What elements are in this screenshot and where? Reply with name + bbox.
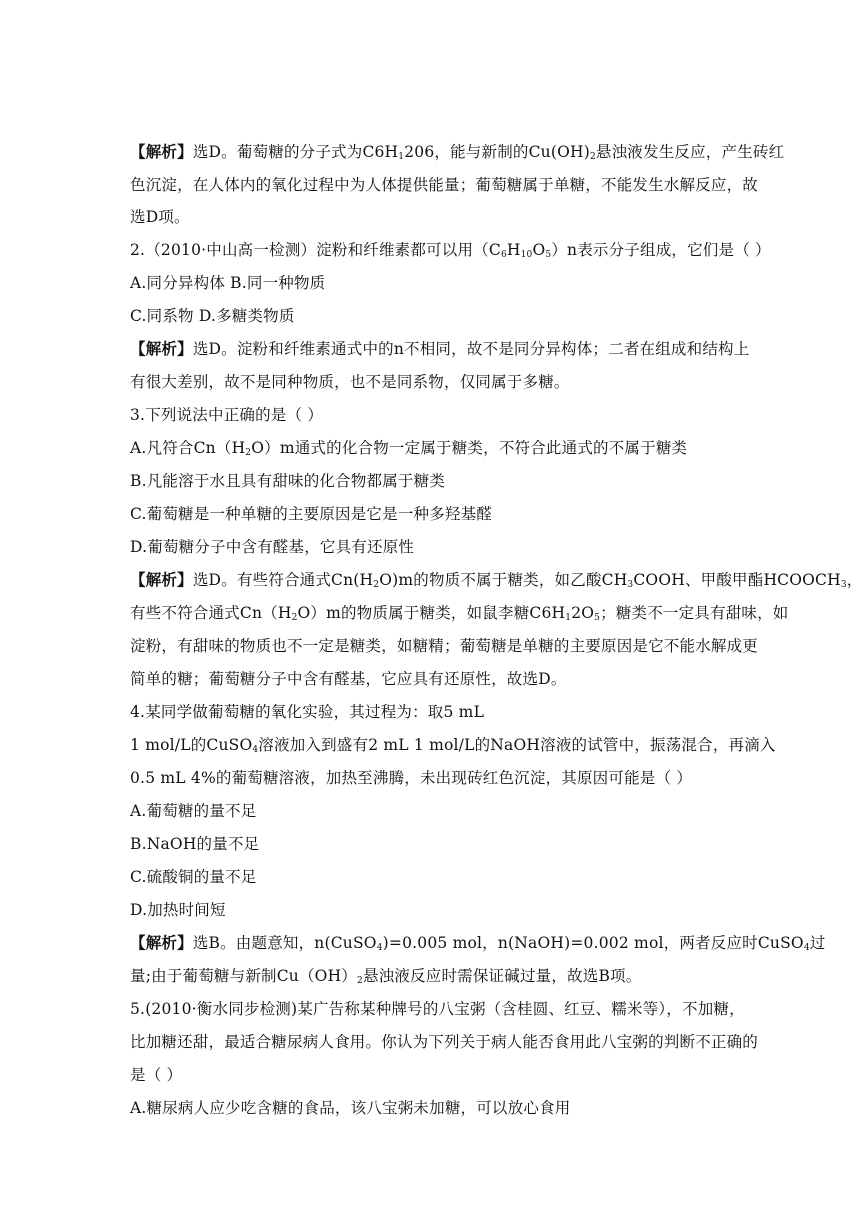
question-2: 2.（2010·中山高一检测）淀粉和纤维素都可以用$(C_6H_{10}O_5)n$表示分子组成，它们是（ ） — [130, 241, 771, 260]
question-4-option-a: A.葡萄糖的量不足 — [130, 802, 257, 820]
question-5: 5.(2010·衡水同步检测)某广告称某种牌号的八宝粥（含桂圆、红豆、糯米等），不加糖， — [130, 1000, 745, 1018]
question-4-line-3: 0.5 mL 4%的葡萄糖溶液，加热至沸腾，未出现砖红色沉淀，其原因可能是（ ） — [130, 769, 693, 787]
analysis-label: 【解析】 — [130, 339, 193, 358]
q1-analysis-line-1: 【解析】选D。葡萄糖的分子式为$C6H_1206$，能与新制的$Cu(OH)_2$悬浊液发生反应，产生砖红 — [130, 142, 785, 162]
q3-analysis-line-4: 简单的糖；葡萄糖分子中含有醛基，它应具有还原性，故选D。 — [130, 670, 567, 688]
question-4-option-b: B.NaOH的量不足 — [130, 835, 260, 853]
question-3-option-c: C.葡萄糖是一种单糖的主要原因是它是一种多羟基醛 — [130, 505, 493, 523]
q1-analysis-line-3: 选D项。 — [130, 208, 190, 226]
question-4-option-d: D.加热时间短 — [130, 901, 226, 919]
question-2-options-ab: A.同分异构体 B.同一种物质 — [130, 274, 326, 292]
analysis-label: 【解析】 — [130, 142, 193, 161]
q2-analysis-line-1: 【解析】选D。淀粉和纤维素通式中的n不相同，故不是同分异构体；二者在组成和结构上 — [130, 339, 750, 358]
question-2-options-cd: C.同系物 D.多糖类物质 — [130, 307, 295, 325]
question-4: 4.某同学做葡萄糖的氧化实验，其过程为：取5 mL — [130, 703, 485, 721]
question-5-option-a: A.糖尿病人应少吃含糖的食品，该八宝粥未加糖，可以放心食用 — [130, 1099, 571, 1117]
analysis-label: 【解析】 — [130, 933, 193, 952]
question-3-option-a: A.凡符合$Cn(H_2O)m$通式的化合物一定属于糖类，不符合此通式的不属于糖类 — [130, 439, 688, 458]
q3-analysis-line-1: 【解析】选D。有些符合通式$Cn(H_2O)m$的物质不属于糖类，如乙酸$CH_3COOH$、甲酸甲酯$HCOOCH_3$， — [130, 570, 862, 590]
q2-analysis-line-2: 有很大差别，故不是同种物质，也不是同系物，仅同属于多糖。 — [130, 373, 570, 391]
question-5-line-2: 比加糖还甜，最适合糖尿病人食用。你认为下列关于病人能否食用此八宝粥的判断不正确的 — [130, 1033, 759, 1051]
question-4-option-c: C.硫酸铜的量不足 — [130, 868, 257, 886]
q4-analysis-line-2: 量;由于葡萄糖与新制$Cu(OH)_2$悬浊液反应时需保证碱过量，故选B项。 — [130, 967, 642, 986]
q3-analysis-line-3: 淀粉，有甜味的物质也不一定是糖类，如糖精；葡萄糖是单糖的主要原因是它不能水解成更 — [130, 637, 759, 655]
question-3-option-b: B.凡能溶于水且具有甜味的化合物都属于糖类 — [130, 472, 446, 490]
q3-analysis-line-2: 有些不符合通式$Cn(H_2O)m$的物质属于糖类，如鼠李糖$C6H_12O_5$；糖类不一定具有甜味，如 — [130, 604, 789, 623]
question-3: 3.下列说法中正确的是（ ） — [130, 406, 324, 424]
q1-analysis-line-2: 色沉淀，在人体内的氧化过程中为人体提供能量；葡萄糖属于单糖，不能发生水解反应，故 — [130, 176, 759, 194]
question-3-option-d: D.葡萄糖分子中含有醛基，它具有还原性 — [130, 538, 415, 556]
analysis-label: 【解析】 — [130, 570, 193, 589]
question-5-line-3: 是（ ） — [130, 1066, 183, 1084]
q4-analysis-line-1: 【解析】选B。由题意知，n(CuSO$_4$)=0.005 mol，n(NaOH)=0.002 mol，两者反应时CuSO$_4$过 — [130, 933, 826, 953]
question-4-line-2: 1 mol/L的CuSO$_4$溶液加入到盛有2 mL 1 mol/L的NaOH溶液的试管中，振荡混合，再滴入 — [130, 736, 776, 755]
